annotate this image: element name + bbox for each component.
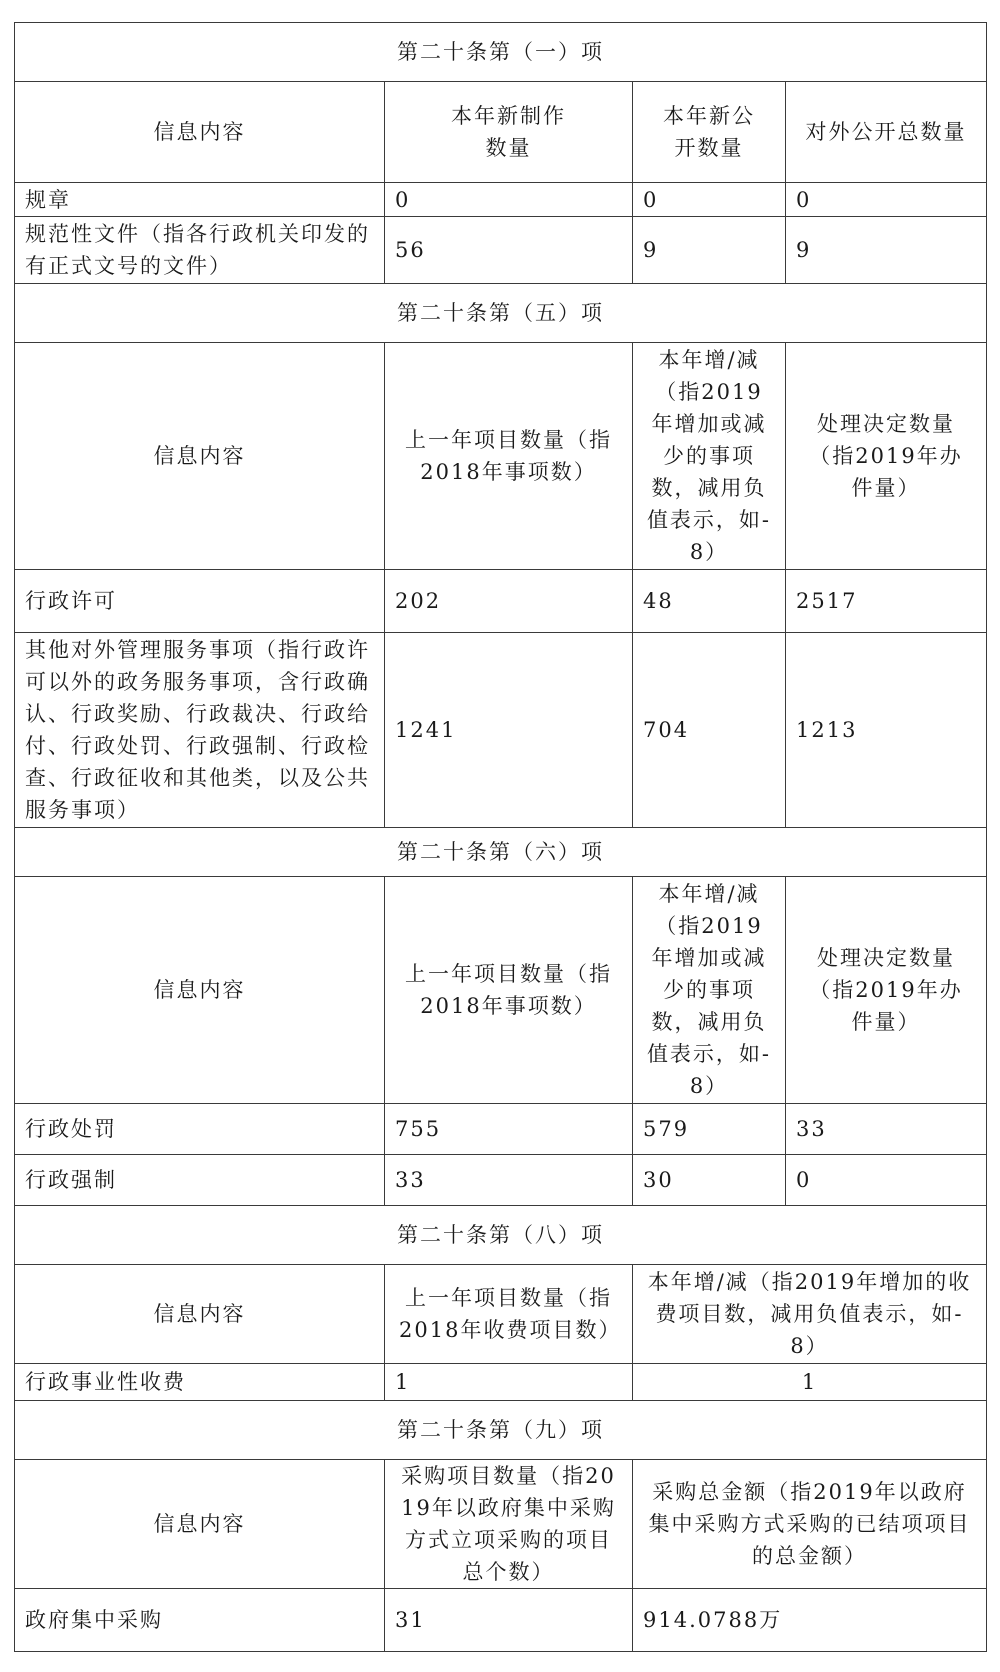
header-info-content: 信息内容 (15, 1265, 385, 1364)
table-row (15, 183, 987, 217)
row-value: 1241 (385, 633, 633, 828)
row-value: 914.0788万 (633, 1589, 987, 1652)
row-value: 0 (385, 183, 633, 217)
section-title: 第二十条第（八）项 (15, 1206, 987, 1265)
header-new-created: 本年新制作数量 (385, 82, 633, 183)
row-value: 0 (786, 1155, 987, 1206)
section-header-row (15, 23, 987, 82)
disclosure-table (14, 22, 987, 1652)
header-purchase-count: 采购项目数量（指2019年以政府集中采购方式立项采购的项目总个数） (385, 1460, 633, 1589)
row-value: 0 (633, 183, 786, 217)
table-row (15, 633, 987, 828)
section-title: 第二十条第（九）项 (15, 1401, 987, 1460)
header-fee-change: 本年增/减（指2019年增加的收费项目数，减用负值表示，如-8） (633, 1265, 987, 1364)
header-new-published: 本年新公开数量 (633, 82, 786, 183)
table-row (15, 1589, 987, 1652)
header-prev-year-fee-count: 上一年项目数量（指2018年收费项目数） (385, 1265, 633, 1364)
table-row (15, 1104, 987, 1155)
header-purchase-amount: 采购总金额（指2019年以政府集中采购方式采购的已结项项目的总金额） (633, 1460, 987, 1589)
section-header-row (15, 1401, 987, 1460)
row-value: 56 (385, 217, 633, 284)
row-label: 政府集中采购 (15, 1589, 385, 1652)
header-yearly-change: 本年增/减（指2019年增加或减少的事项数，减用负值表示，如-8） (633, 343, 786, 570)
column-header-row (15, 877, 987, 1104)
row-label: 行政强制 (15, 1155, 385, 1206)
row-value: 1 (633, 1364, 987, 1401)
header-yearly-change: 本年增/减（指2019年增加或减少的事项数，减用负值表示，如-8） (633, 877, 786, 1104)
header-info-content: 信息内容 (15, 877, 385, 1104)
table-row (15, 1364, 987, 1401)
section-title: 第二十条第（一）项 (15, 23, 987, 82)
section-header-row (15, 284, 987, 343)
header-decision-count: 处理决定数量（指2019年办件量） (786, 343, 987, 570)
row-label: 规章 (15, 183, 385, 217)
column-header-row (15, 1265, 987, 1364)
row-label: 行政处罚 (15, 1104, 385, 1155)
column-header-row (15, 343, 987, 570)
table-row (15, 570, 987, 633)
header-info-content: 信息内容 (15, 82, 385, 183)
row-label: 其他对外管理服务事项（指行政许可以外的政务服务事项，含行政确认、行政奖励、行政裁决、行政给付、行政处罚、行政强制、行政检查、行政征收和其他类，以及公共服务事项） (15, 633, 385, 828)
row-value: 0 (786, 183, 987, 217)
row-value: 1213 (786, 633, 987, 828)
section-title: 第二十条第（五）项 (15, 284, 987, 343)
header-prev-year-count: 上一年项目数量（指2018年事项数） (385, 343, 633, 570)
row-value: 202 (385, 570, 633, 633)
column-header-row (15, 82, 987, 183)
header-prev-year-count: 上一年项目数量（指2018年事项数） (385, 877, 633, 1104)
table-row (15, 217, 987, 284)
row-value: 579 (633, 1104, 786, 1155)
section-title: 第二十条第（六）项 (15, 828, 987, 877)
table-row (15, 1155, 987, 1206)
row-value: 31 (385, 1589, 633, 1652)
section-header-row (15, 828, 987, 877)
row-value: 9 (633, 217, 786, 284)
column-header-row (15, 1460, 987, 1589)
row-label: 规范性文件（指各行政机关印发的有正式文号的文件） (15, 217, 385, 284)
header-decision-count: 处理决定数量（指2019年办件量） (786, 877, 987, 1104)
row-value: 30 (633, 1155, 786, 1206)
header-info-content: 信息内容 (15, 1460, 385, 1589)
section-header-row (15, 1206, 987, 1265)
row-value: 755 (385, 1104, 633, 1155)
row-value: 9 (786, 217, 987, 284)
row-value: 33 (786, 1104, 987, 1155)
row-value: 704 (633, 633, 786, 828)
row-value: 2517 (786, 570, 987, 633)
header-info-content: 信息内容 (15, 343, 385, 570)
row-label: 行政事业性收费 (15, 1364, 385, 1401)
row-label: 行政许可 (15, 570, 385, 633)
row-value: 1 (385, 1364, 633, 1401)
row-value: 48 (633, 570, 786, 633)
row-value: 33 (385, 1155, 633, 1206)
header-total-published: 对外公开总数量 (786, 82, 987, 183)
